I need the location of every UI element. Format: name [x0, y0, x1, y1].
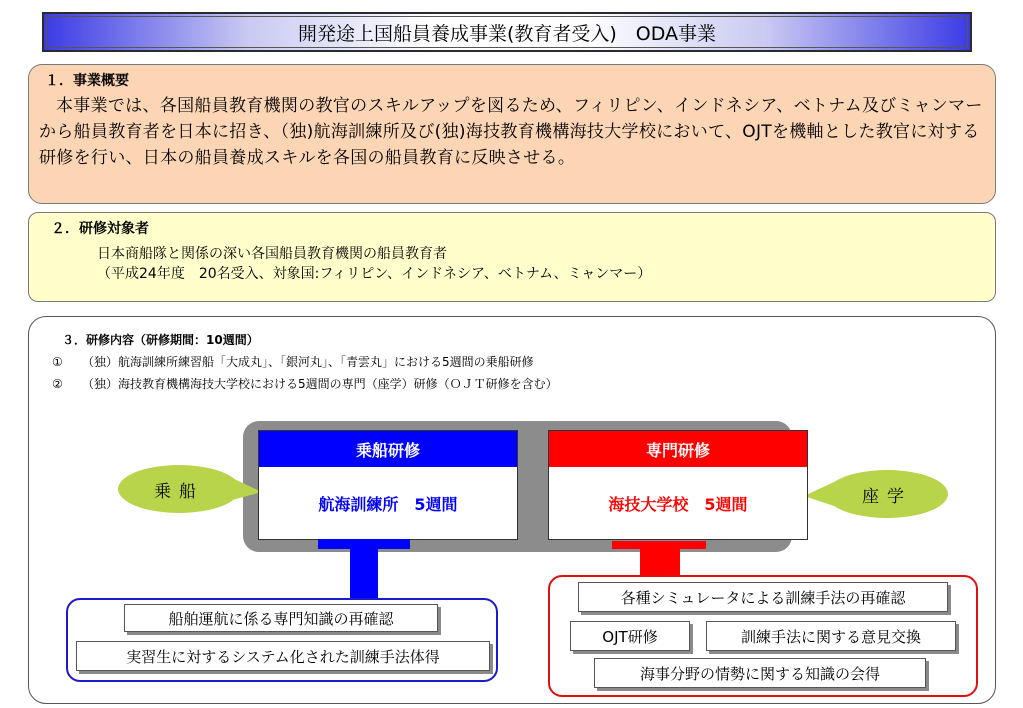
onboard-training-body: 航海訓練所 5週間: [318, 494, 458, 514]
training-item-2: [52, 376, 558, 392]
outcome-pill: [76, 641, 490, 671]
training-item-1: [52, 354, 534, 370]
classroom-ellipse-label: 座学: [862, 486, 912, 507]
onboard-training-box: [258, 430, 518, 540]
page-title-text: 開発途上国船員養成事業(教育者受入) ODA事業: [297, 22, 717, 45]
training-item-2-text: （独）海技教育機構海技大学校における5週間の専門（座学）研修（ＯＪＴ研修を含む）: [82, 377, 558, 391]
onboard-ellipse-label: 乗船: [154, 481, 204, 502]
classroom-ellipse: [826, 470, 948, 518]
page-title: [42, 12, 972, 52]
onboard-training-header: 乗船研修: [259, 431, 517, 467]
outcome-pill: [570, 621, 690, 651]
overview-body: 本事業では、各国船員教育機関の教官のスキルアップを図るため、フィリピン、インドネシア、ベトナム及びミャンマーから船員教育者を日本に招き、（独)航海訓練所及び(独)海技教育機構海技大学校において、OJTを機軸とした教官に対する研修を行い、日本の船員養成スキルを各国の船員教育に反映させる。: [39, 96, 983, 168]
trainee-line-1: 日本商船隊と関係の深い各国船員教育機関の船員教育者: [97, 246, 447, 262]
outcome-pill-text: 船舶運航に係る専門知識の再確認: [168, 609, 394, 628]
outcome-pill: [594, 658, 926, 688]
overview-heading: １．事業概要: [45, 73, 129, 89]
outcome-pill-text: 実習生に対するシステム化された訓練手法体得: [126, 647, 440, 666]
trainee-section: [28, 212, 996, 302]
outcome-pill-text: 各種シミュレータによる訓練手法の再確認: [620, 588, 906, 607]
specialized-training-box: [548, 430, 808, 540]
trainee-heading: ２．研修対象者: [51, 221, 149, 237]
specialized-training-header: 専門研修: [549, 431, 807, 467]
specialized-training-body: 海技大学校 5週間: [608, 494, 748, 514]
onboard-ellipse: [118, 465, 240, 513]
outcome-pill: [124, 604, 438, 632]
training-item-1-number: ①: [52, 355, 63, 369]
trainee-line-2: （平成24年度 20名受入、対象国:フィリピン、インドネシア、ベトナム、ミャンマー）: [97, 266, 652, 282]
training-item-1-text: （独）航海訓練所練習船「大成丸」、「銀河丸」、「青雲丸」における5週間の乗船研修: [82, 355, 534, 369]
outcome-pill-text: 訓練手法に関する意見交換: [740, 627, 921, 646]
outcome-pill: [578, 582, 948, 612]
outcome-pill-text: 海事分野の情勢に関する知識の会得: [639, 664, 880, 683]
outcome-pill-text: OJT研修: [602, 627, 658, 646]
overview-section: [28, 64, 996, 204]
outcome-pill: [706, 621, 956, 651]
training-content-heading: ３．研修内容（研修期間：10週間）: [62, 333, 259, 347]
training-item-2-number: ②: [52, 377, 63, 391]
